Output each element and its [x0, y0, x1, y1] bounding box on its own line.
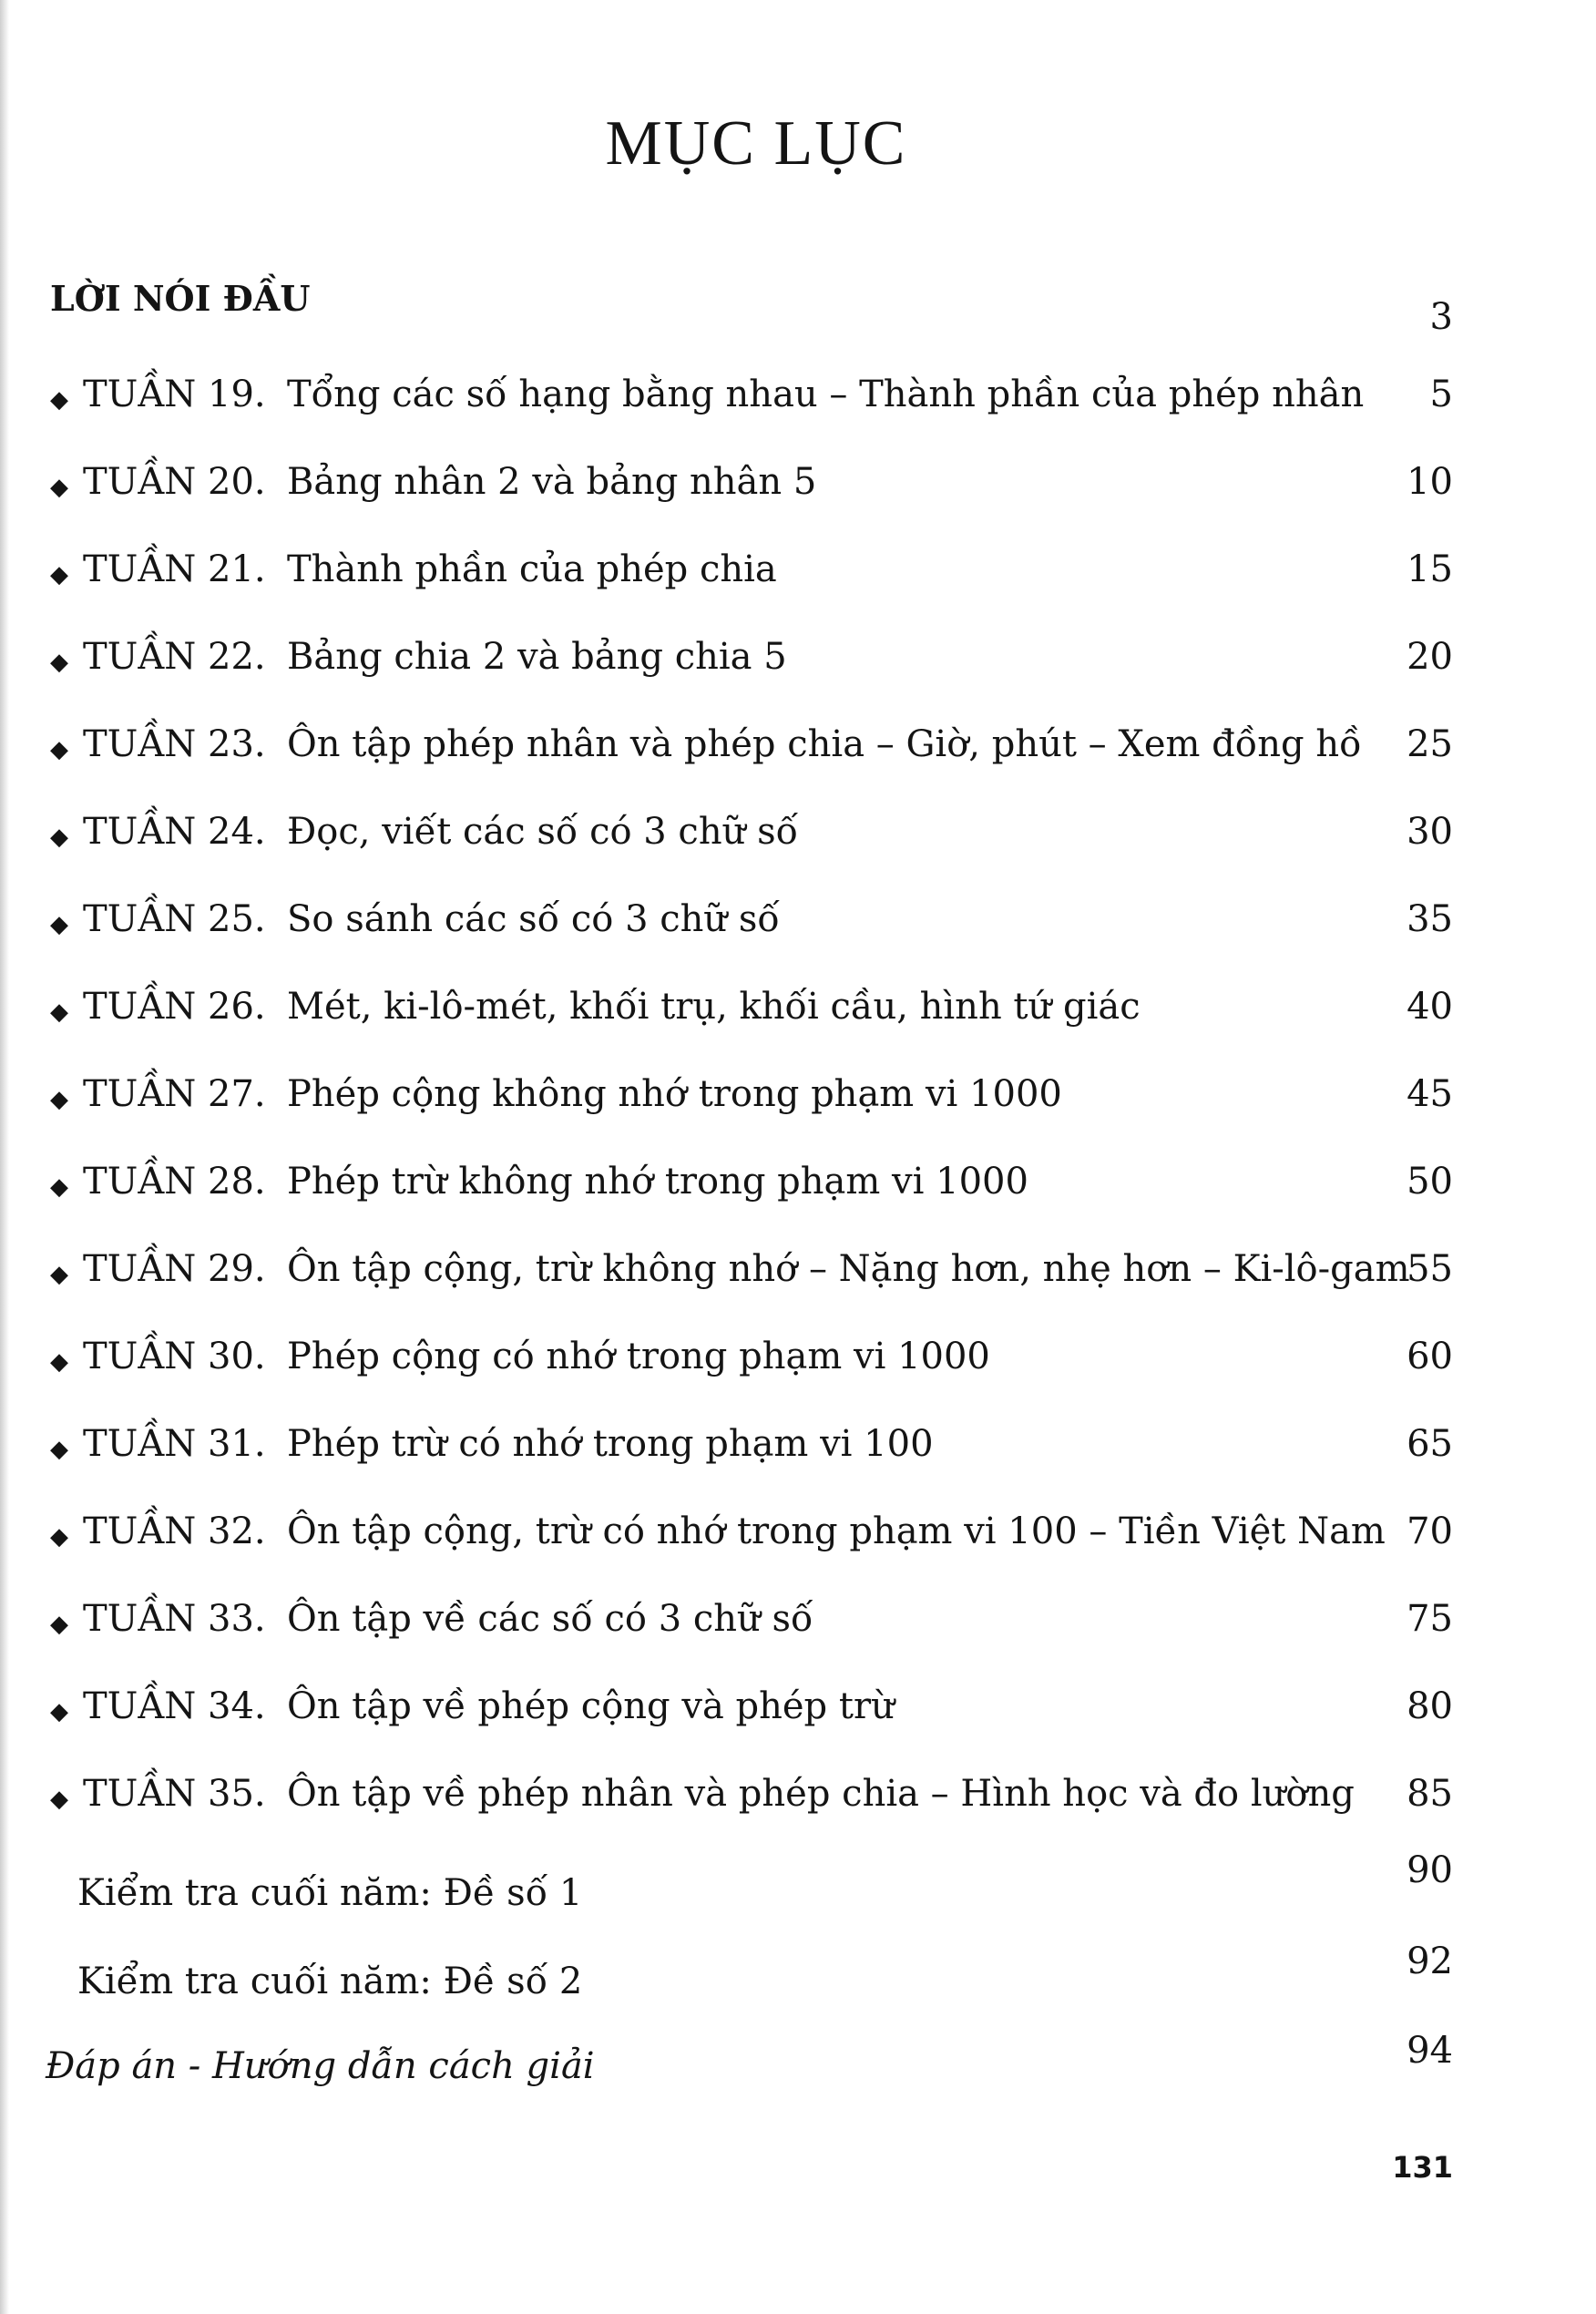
toc-entry-week: TUẦN 29.	[83, 1248, 266, 1290]
toc-entry-page-number: 45	[1407, 1073, 1453, 1115]
toc-entry-page-number: 80	[1407, 1685, 1453, 1727]
toc-entry-topic: So sánh các số có 3 chữ số	[287, 898, 780, 940]
toc-entry-topic: Mét, ki-lô-mét, khối trụ, khối cầu, hình tứ giác	[287, 986, 1141, 1028]
toc-entry-page-number: 20	[1407, 636, 1453, 678]
toc-entry-page-number: 25	[1407, 723, 1453, 765]
toc-entry	[50, 636, 1453, 691]
toc-entry-page-number: 15	[1407, 548, 1453, 590]
toc-entry-week: TUẦN 23.	[83, 723, 266, 765]
diamond-bullet-icon: ◆	[50, 736, 68, 763]
diamond-bullet-icon: ◆	[50, 1261, 68, 1288]
test-1-label: Kiểm tra cuối năm: Đề số 1	[77, 1872, 583, 1914]
diamond-bullet-icon: ◆	[50, 1086, 68, 1113]
toc-entry-topic: Bảng chia 2 và bảng chia 5	[287, 636, 787, 678]
toc-entry	[50, 1510, 1453, 1565]
diamond-bullet-icon: ◆	[50, 824, 68, 851]
test-2-label: Kiểm tra cuối năm: Đề số 2	[77, 1961, 583, 2002]
toc-entry-week: TUẦN 26.	[83, 986, 266, 1028]
toc-entry-topic: Phép trừ không nhớ trong phạm vi 1000	[287, 1161, 1028, 1203]
toc-entry-topic: Ôn tập về các số có 3 chữ số	[287, 1598, 813, 1640]
diamond-bullet-icon: ◆	[50, 1698, 68, 1725]
toc-entry-week: TUẦN 30.	[83, 1336, 266, 1377]
toc-entry-week: TUẦN 27.	[83, 1073, 266, 1115]
test-1-page-number: 90	[1407, 1849, 1453, 1891]
toc-entry-topic: Bảng nhân 2 và bảng nhân 5	[287, 461, 817, 503]
diamond-bullet-icon: ◆	[50, 1173, 68, 1201]
page-title: MỤC LỤC	[605, 108, 907, 179]
toc-entry-topic: Ôn tập phép nhân và phép chia – Giờ, phút – Xem đồng hồ	[287, 723, 1362, 765]
diamond-bullet-icon: ◆	[50, 1436, 68, 1463]
answers-page-number: 94	[1407, 2030, 1453, 2072]
toc-entry-topic: Ôn tập về phép cộng và phép trừ	[287, 1685, 895, 1727]
toc-entry-page-number: 35	[1407, 898, 1453, 940]
toc-entry-page-number: 70	[1407, 1510, 1453, 1552]
toc-entry-topic: Thành phần của phép chia	[287, 548, 777, 590]
toc-entry-page-number: 30	[1407, 811, 1453, 853]
toc-entry-week: TUẦN 21.	[83, 548, 266, 590]
toc-entry-week: TUẦN 31.	[83, 1423, 266, 1465]
toc-entry-topic: Phép cộng không nhớ trong phạm vi 1000	[287, 1073, 1062, 1115]
toc-entry	[50, 1073, 1453, 1128]
toc-entry-page-number: 55	[1407, 1248, 1453, 1290]
preface-label: LỜI NÓI ĐẦU	[50, 278, 311, 319]
diamond-bullet-icon: ◆	[50, 561, 68, 589]
toc-entry-page-number: 10	[1407, 461, 1453, 503]
toc-entry-week: TUẦN 28.	[83, 1161, 266, 1203]
toc-entry-page-number: 65	[1407, 1423, 1453, 1465]
toc-entry-page-number: 40	[1407, 986, 1453, 1028]
diamond-bullet-icon: ◆	[50, 1611, 68, 1638]
toc-entry-week: TUẦN 33.	[83, 1598, 266, 1640]
diamond-bullet-icon: ◆	[50, 649, 68, 676]
toc-entry	[50, 1248, 1453, 1303]
toc-entry-week: TUẦN 24.	[83, 811, 266, 853]
diamond-bullet-icon: ◆	[50, 998, 68, 1026]
toc-entry-topic: Đọc, viết các số có 3 chữ số	[287, 811, 799, 853]
toc-entry-topic: Ôn tập cộng, trừ có nhớ trong phạm vi 100 – Tiền Việt Nam	[287, 1510, 1386, 1552]
toc-entry	[50, 461, 1453, 516]
toc-entry-page-number: 50	[1407, 1161, 1453, 1203]
toc-entry-week: TUẦN 35.	[83, 1773, 266, 1815]
toc-entry	[50, 1773, 1453, 1828]
toc-entry-week: TUẦN 25.	[83, 898, 266, 940]
toc-entry-topic: Phép trừ có nhớ trong phạm vi 100	[287, 1423, 934, 1465]
diamond-bullet-icon: ◆	[50, 911, 68, 938]
toc-entry	[50, 723, 1453, 778]
toc-entry	[50, 1336, 1453, 1390]
toc-entry	[50, 1423, 1453, 1478]
toc-entry	[50, 986, 1453, 1040]
toc-entry-topic: Phép cộng có nhớ trong phạm vi 1000	[287, 1336, 990, 1377]
toc-entry-page-number: 5	[1429, 374, 1453, 415]
diamond-bullet-icon: ◆	[50, 1786, 68, 1813]
toc-entry	[50, 374, 1453, 428]
diamond-bullet-icon: ◆	[50, 386, 68, 414]
toc-entry-week: TUẦN 22.	[83, 636, 266, 678]
toc-entry-topic: Ôn tập về phép nhân và phép chia – Hình học và đo lường	[287, 1773, 1355, 1815]
diamond-bullet-icon: ◆	[50, 1523, 68, 1551]
toc-entry-week: TUẦN 19.	[83, 374, 266, 415]
toc-entry	[50, 1685, 1453, 1740]
toc-entry-topic: Ôn tập cộng, trừ không nhớ – Nặng hơn, nhẹ hơn – Ki-lô-gam	[287, 1248, 1410, 1290]
answers-label: Đáp án - Hướng dẫn cách giải	[46, 2045, 595, 2087]
diamond-bullet-icon: ◆	[50, 474, 68, 501]
page-spine-shadow	[0, 0, 9, 2314]
diamond-bullet-icon: ◆	[50, 1348, 68, 1376]
test-2-page-number: 92	[1407, 1940, 1453, 1982]
toc-entry-topic: Tổng các số hạng bằng nhau – Thành phần của phép nhân	[287, 374, 1365, 415]
toc-entry	[50, 548, 1453, 603]
toc-entry	[50, 1161, 1453, 1215]
page-folio: 131	[1392, 2150, 1453, 2185]
toc-entry-week: TUẦN 34.	[83, 1685, 266, 1727]
preface-page-number: 3	[1429, 296, 1453, 338]
toc-entry-week: TUẦN 32.	[83, 1510, 266, 1552]
toc-entry	[50, 811, 1453, 865]
toc-entry	[50, 1598, 1453, 1653]
toc-entry-page-number: 60	[1407, 1336, 1453, 1377]
toc-entry-page-number: 85	[1407, 1773, 1453, 1815]
toc-entry	[50, 898, 1453, 953]
toc-entry-page-number: 75	[1407, 1598, 1453, 1640]
toc-entry-week: TUẦN 20.	[83, 461, 266, 503]
